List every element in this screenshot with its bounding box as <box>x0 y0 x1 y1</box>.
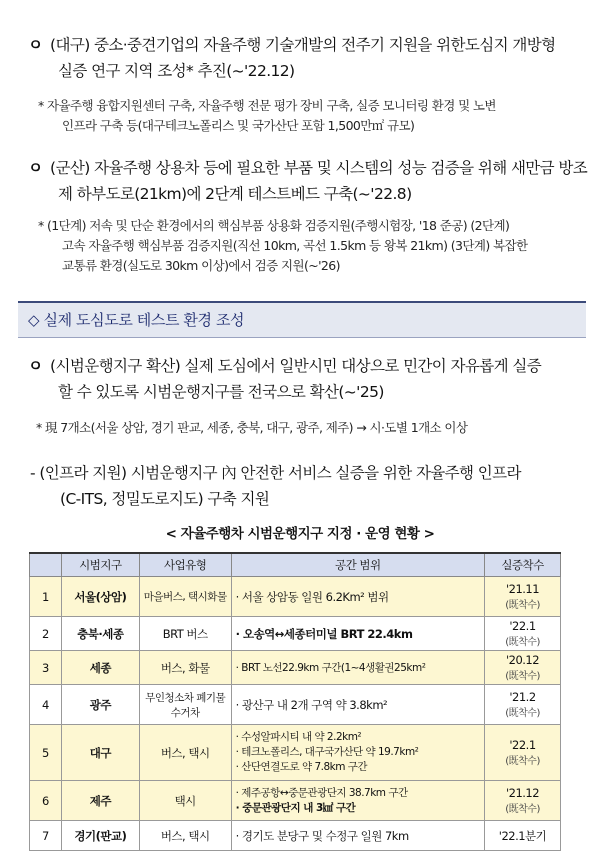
row-district: 제주 <box>61 781 139 821</box>
note-pilot <box>36 418 596 438</box>
section-title: ◇ 실제 도심도로 테스트 환경 조성 <box>28 311 245 329</box>
row-type: 버스, 화물 <box>139 651 231 685</box>
row-type: 무인청소차 폐기물수거차 <box>139 685 231 725</box>
table-row <box>30 617 561 651</box>
row-no: 7 <box>30 821 62 851</box>
row-start <box>485 821 561 851</box>
row-district: 대구 <box>61 725 139 781</box>
bullet-gunsan-line2: 제 하부도로(21km)에 2단계 테스트베드 구축(~'22.8) <box>58 185 412 203</box>
bullet-infra-line1: - (인프라 지원) 시범운행지구 內 안전한 서비스 실증을 위한 자율주행 인프라 <box>30 464 521 482</box>
row-status: (既착수) <box>505 804 540 815</box>
row-status: (既착수) <box>505 756 540 767</box>
row-start-date: '22.1 <box>509 619 536 633</box>
header-type: 사업유형 <box>139 553 231 577</box>
bullet-pilot-line2: 할 수 있도록 시범운행지구를 전국으로 확산(~'25) <box>58 383 384 401</box>
row-district: 서울(상암) <box>61 577 139 617</box>
bullet-daegu-line1: (대구) 중소·중견기업의 자율주행 기술개발의 전주기 지원을 위한도심지 개방형 <box>50 36 556 54</box>
note-daegu-line1: * 자율주행 융합지원센터 구축, 자율주행 전문 평가 장비 구축, 실증 모니터링 환경 및 노변 <box>38 98 496 113</box>
row-no: 6 <box>30 781 62 821</box>
row-scope <box>231 725 484 781</box>
bullet-gunsan-line1: (군산) 자율주행 상용차 등에 필요한 부품 및 시스템의 성능 검증을 위해 새만금 방조 <box>50 159 588 177</box>
row-district: 광주 <box>61 685 139 725</box>
row-start <box>485 651 561 685</box>
row-start <box>485 577 561 617</box>
row-scope: · BRT 노선22.9km 구간(1~4생활권25km² <box>231 651 484 685</box>
table-caption: < 자율주행차 시범운행지구 지정 · 운영 현황 > <box>165 526 435 542</box>
bullet-mark: ㅇ <box>28 36 43 54</box>
row-start-date: '22.1 <box>509 738 536 752</box>
note-gunsan-line1: * (1단계) 저속 및 단순 환경에서의 핵심부품 상용화 검증지원(주행시험장, '18 준공) (2단계) <box>38 218 510 233</box>
header-start: 실증착수 <box>485 553 561 577</box>
row-scope: · 오송역↔세종터미널 BRT 22.4km <box>231 617 484 651</box>
header-no <box>30 553 62 577</box>
section-header <box>18 301 586 338</box>
note-daegu-line2: 인프라 구축 등(대구테크노폴리스 및 국가산단 포함 1,500만㎡ 규모) <box>62 118 415 133</box>
note-gunsan <box>38 216 598 276</box>
row-start-date: '22.1분기 <box>498 828 547 843</box>
table-row <box>30 577 561 617</box>
note-gunsan-line3: 교통류 환경(실도로 30km 이상)에서 검증 지원(~'26) <box>62 258 340 273</box>
row-status: (既착수) <box>505 671 540 682</box>
row-start <box>485 725 561 781</box>
row-scope: · 경기도 분당구 및 수정구 일원 7km <box>231 821 484 851</box>
row-no: 3 <box>30 651 62 685</box>
row-no: 4 <box>30 685 62 725</box>
row-type: 버스, 택시 <box>139 821 231 851</box>
row-scope-line: · 수성알파시티 내 약 2.2km² <box>235 731 362 743</box>
table-row <box>30 725 561 781</box>
table-row <box>30 821 561 851</box>
bullet-infra-support <box>30 460 590 512</box>
table-header-row <box>30 553 561 577</box>
row-scope <box>231 781 484 821</box>
row-scope: · 서울 상암동 일원 6.2Km² 범위 <box>231 577 484 617</box>
bullet-pilot-expansion <box>28 353 588 405</box>
note-daegu <box>38 96 598 136</box>
row-start <box>485 781 561 821</box>
pilot-district-table <box>29 552 561 851</box>
row-scope: · 광산구 내 2개 구역 약 3.8km² <box>231 685 484 725</box>
row-type: 버스, 택시 <box>139 725 231 781</box>
bullet-mark: ㅇ <box>28 159 43 177</box>
bullet-daegu-line2: 실증 연구 지역 조성* 추진(~'22.12) <box>58 62 295 80</box>
row-start <box>485 617 561 651</box>
row-no: 1 <box>30 577 62 617</box>
bullet-mark: ㅇ <box>28 357 43 375</box>
bullet-daegu <box>28 32 588 84</box>
row-start-date: '20.12 <box>505 653 540 667</box>
header-district: 시범지구 <box>61 553 139 577</box>
table-row <box>30 651 561 685</box>
bullet-gunsan <box>28 155 588 207</box>
row-status: (既착수) <box>505 600 540 611</box>
row-no: 2 <box>30 617 62 651</box>
row-district: 세종 <box>61 651 139 685</box>
row-start-date: '21.2 <box>509 690 536 704</box>
table-row <box>30 781 561 821</box>
note-pilot-line1: * 現 7개소(서울 상암, 경기 판교, 세종, 충북, 대구, 광주, 제주) → 시·도별 1개소 이상 <box>36 420 468 435</box>
header-scope: 공간 범위 <box>231 553 484 577</box>
bullet-infra-line2: (C-ITS, 정밀도로지도) 구축 지원 <box>60 490 270 508</box>
note-gunsan-line2: 고속 자율주행 핵심부품 검증지원(직선 10km, 곡선 1.5km 등 왕복 21km) (3단계) 복잡한 <box>62 238 528 253</box>
row-district: 경기(판교) <box>61 821 139 851</box>
row-type: BRT 버스 <box>139 617 231 651</box>
row-district: 충북·세종 <box>61 617 139 651</box>
row-no: 5 <box>30 725 62 781</box>
bullet-pilot-line1: (시범운행지구 확산) 실제 도심에서 일반시민 대상으로 민간이 자유롭게 실증 <box>50 357 542 375</box>
row-type: 마을버스, 택시화물 <box>139 577 231 617</box>
row-scope-line: · 제주공항↔중문관광단지 38.7km 구간 <box>235 786 408 799</box>
row-start <box>485 685 561 725</box>
row-scope-line: · 중문관광단지 내 3㎢ 구간 <box>235 801 356 814</box>
table-row <box>30 685 561 725</box>
row-start-date: '21.11 <box>505 582 540 596</box>
row-scope-line: · 산단연결도로 약 7.8km 구간 <box>235 761 368 773</box>
row-status: (既착수) <box>505 708 540 719</box>
row-scope-line: · 테크노폴리스, 대구국가산단 약 19.7km² <box>235 746 419 758</box>
row-status: (既착수) <box>505 637 540 648</box>
row-type: 택시 <box>139 781 231 821</box>
row-start-date: '21.12 <box>505 786 540 800</box>
